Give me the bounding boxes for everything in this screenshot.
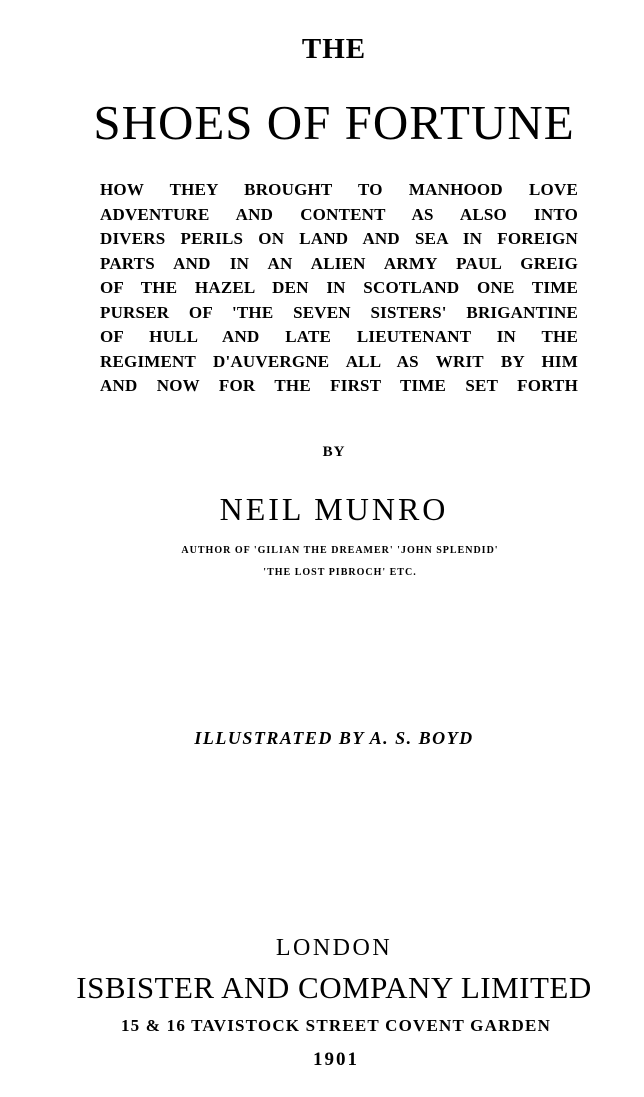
- subtitle-block: [100, 178, 578, 399]
- publisher-name: ISBISTER AND COMPANY LIMITED: [76, 970, 592, 1005]
- subtitle-line: PURSER OF 'THE SEVEN SISTERS' BRIGANTINE: [100, 302, 578, 322]
- book-title: SHOES OF FORTUNE: [93, 95, 575, 150]
- by-label: BY: [322, 444, 346, 460]
- subtitle-line: REGIMENT D'AUVERGNE ALL AS WRIT BY HIM: [100, 351, 578, 371]
- subtitle-line: OF HULL AND LATE LIEUTENANT IN THE: [100, 327, 578, 346]
- publisher-address: 15 & 16 TAVISTOCK STREET COVENT GARDEN: [120, 1016, 552, 1035]
- subtitle-line: AND NOW FOR THE FIRST TIME SET FORTH: [100, 376, 578, 395]
- author-works-line: 'THE LOST PIBROCH' ETC.: [263, 567, 417, 578]
- subtitle-line: PARTS AND IN AN ALIEN ARMY PAUL GREIG: [100, 253, 578, 273]
- subtitle-line: DIVERS PERILS ON LAND AND SEA IN FOREIGN: [100, 229, 578, 248]
- publication-year: 1901: [313, 1049, 359, 1070]
- author-name: NEIL MUNRO: [219, 491, 449, 527]
- subtitle-line: HOW THEY BROUGHT TO MANHOOD LOVE: [100, 180, 578, 199]
- illustrator-credit: ILLUSTRATED BY A. S. BOYD: [194, 728, 474, 748]
- title-prefix: THE: [301, 33, 367, 65]
- publisher-city: LONDON: [275, 935, 393, 961]
- author-works-line: AUTHOR OF 'GILIAN THE DREAMER' 'JOHN SPLENDID': [181, 545, 499, 556]
- subtitle-line: ADVENTURE AND CONTENT AS ALSO INTO: [100, 204, 578, 224]
- author-works: [130, 540, 550, 584]
- subtitle-line: OF THE HAZEL DEN IN SCOTLAND ONE TIME: [100, 278, 578, 297]
